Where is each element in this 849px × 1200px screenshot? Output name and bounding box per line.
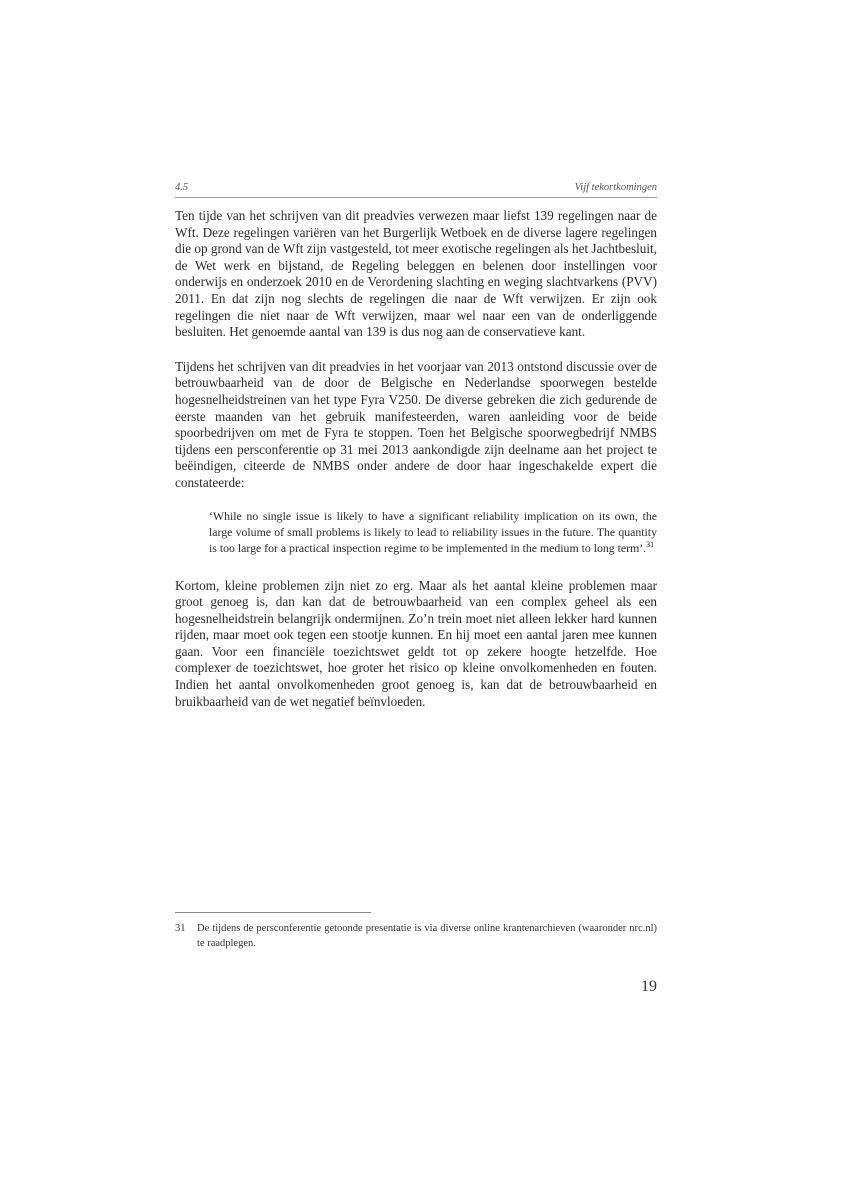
document-page	[175, 182, 657, 728]
block-quote	[209, 508, 657, 556]
section-number: 4.5	[175, 182, 189, 193]
quote-text: ‘While no single issue is likely to have a significant reliability implication on its own, the large volume of small problems is likely to lead to reliability issues in the future. The quantity is too large for a practical inspection regime to be implemented in the medium to long term’.	[209, 508, 657, 555]
paragraph-2: Tijdens het schrijven van dit preadvies in het voorjaar van 2013 ontstond discussie over de betrouwbaarheid van de door de Belgische en Nederlandse spoorwegen bestelde hogesnelheidstreinen van het type Fyra V250. De diverse gebreken die zich gedurende de eerste maanden van het gebruik manifesteerden, waren aanleiding voor de beide spoorbedrijven om met de Fyra te stoppen. Toen het Belgische spoorwegbedrijf NMBS tijdens een persconferentie op 31 mei 2013 aankondigde zijn deelname aan het project te beëindigen, citeerde de NMBS onder andere de door haar ingeschakelde expert die constateerde:	[175, 358, 657, 490]
paragraph-1: Ten tijde van het schrijven van dit preadvies verwezen maar liefst 139 regelingen naar de Wft. Deze regelingen variëren van het Burgerlijk Wetboek en de diverse lagere regelingen die op grond van de Wft zijn vastgesteld, tot meer exotische regelingen als het Jachtbesluit, de Wet werk en bijstand, de Regeling beleggen en belenen door instellingen voor onderwijs en onderzoek 2010 en de Verordening slachting en weging slachtvarkens (PVV) 2011. En dat zijn nog slechts de regelingen die naar de Wft verwijzen. Er zijn ook regelingen die niet naar de Wft verwijzen, maar wel naar een van de onderliggende besluiten. Het genoemde aantal van 139 is dus nog aan de conservatieve kant.	[175, 208, 657, 340]
running-header	[175, 182, 657, 198]
footnote-divider	[175, 912, 371, 913]
paragraph-3: Kortom, kleine problemen zijn niet zo erg. Maar als het aantal kleine problemen maar groot genoeg is, dan kan dat de betrouwbaarheid van een complex geheel als een hogesnelheidstrein belangrijk ondermijnen. Zo’n trein moet niet alleen lekker hard kunnen rijden, maar moet ook tegen een stootje kunnen. En hij moet een aantal jaren mee kunnen gaan. Voor een financiële toezichtswet geldt tot op zekere hoogte hetzelfde. Hoe complexer de toezichtswet, hoe groter het risico op kleine onvolkomenheden en fouten. Indien het aantal onvolkomenheden groot genoeg is, kan dat de betrouwbaarheid en bruikbaarheid van de wet negatief beïnvloeden.	[175, 577, 657, 709]
chapter-title: Vijf tekortkomingen	[574, 182, 657, 193]
footnote-number: 31	[175, 923, 186, 934]
footnote-section	[175, 912, 657, 951]
footnote-text: De tijdens de persconferentie getoonde presentatie is via diverse online krantenarchieven (waaronder nrc.nl) te raadplegen.	[197, 923, 657, 949]
page-number: 19	[641, 978, 657, 995]
footnote-reference[interactable]: 31	[646, 539, 655, 549]
footnote-31	[175, 921, 657, 951]
page-body	[175, 208, 657, 710]
